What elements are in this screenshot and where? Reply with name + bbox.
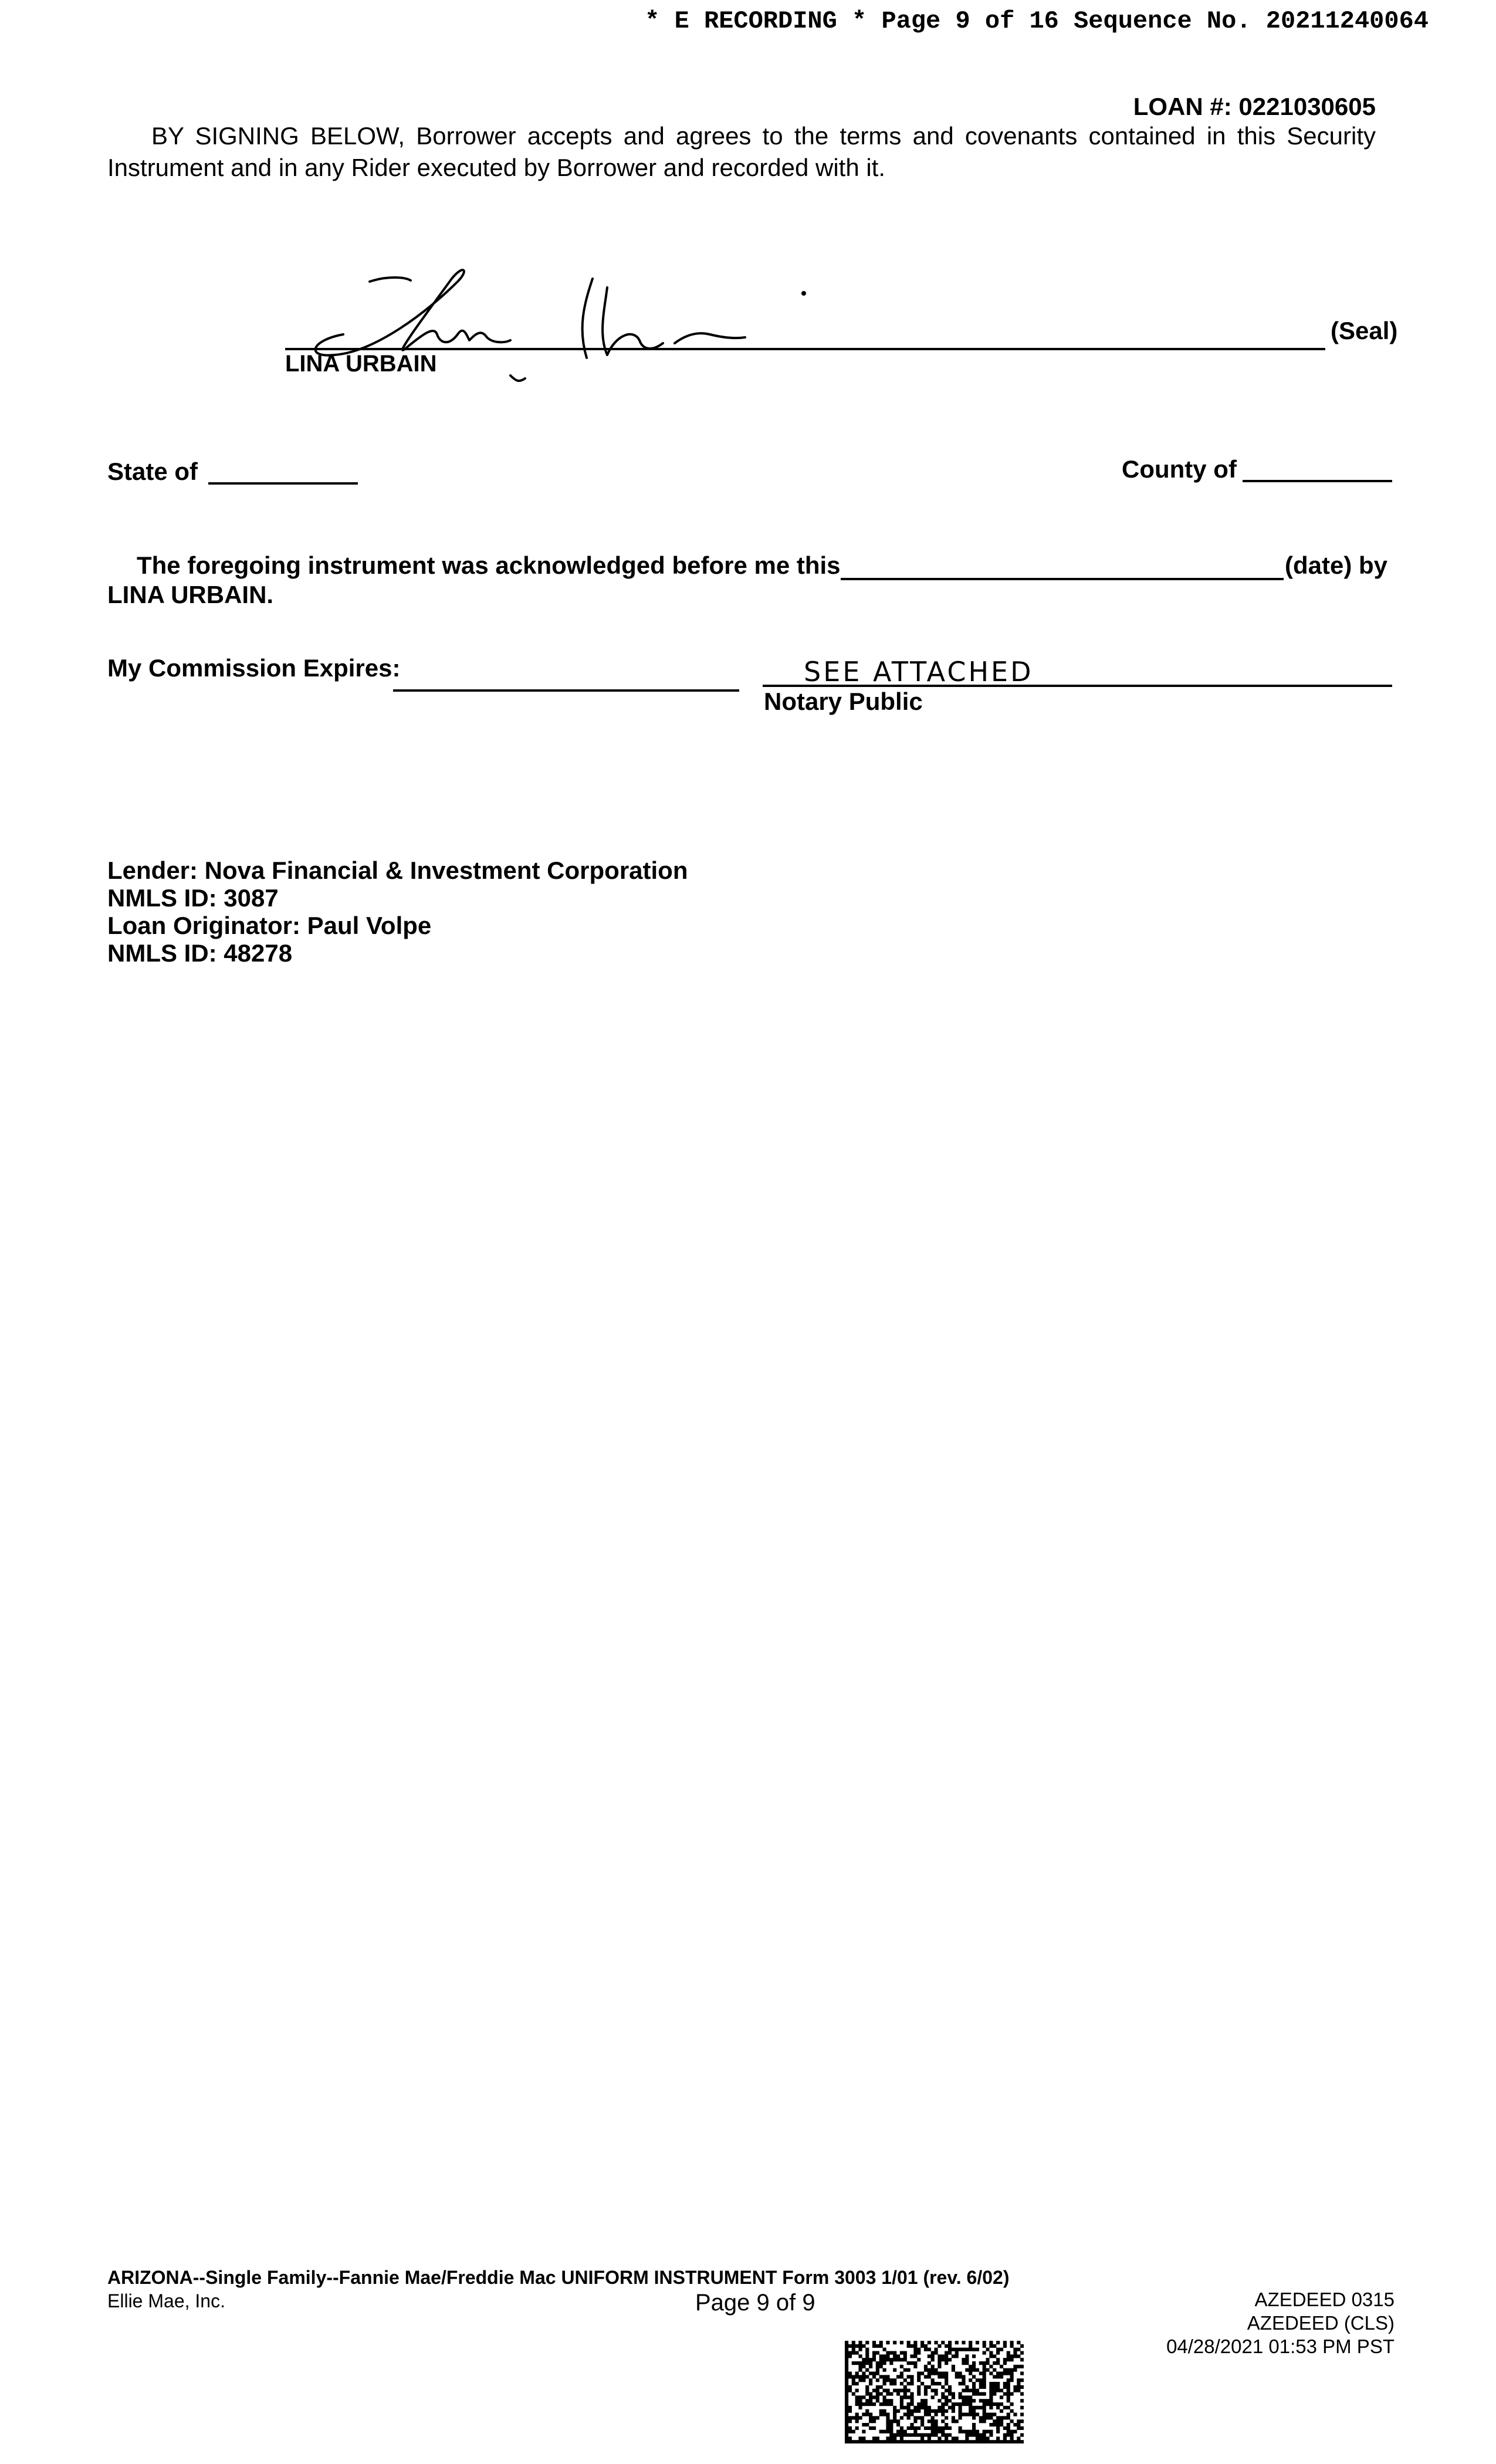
notary-handwritten-note: SEE ATTACHED bbox=[804, 656, 1034, 688]
datamatrix-barcode-icon bbox=[845, 2341, 1024, 2443]
originator-nmls: NMLS ID: 48278 bbox=[107, 939, 293, 967]
lender-block bbox=[107, 857, 688, 967]
form-code-2: AZEDEED (CLS) bbox=[1247, 2312, 1395, 2334]
signing-paragraph bbox=[107, 120, 1376, 184]
borrower-signature-line bbox=[285, 348, 1325, 350]
commission-expires-label: My Commission Expires: bbox=[107, 654, 401, 682]
commission-expires-line bbox=[393, 689, 739, 692]
lender-nmls: NMLS ID: 3087 bbox=[107, 884, 279, 912]
page-number: Page 9 of 9 bbox=[695, 2290, 815, 2316]
loan-originator: Loan Originator: Paul Volpe bbox=[107, 912, 432, 939]
borrower-name: LINA URBAIN bbox=[285, 351, 437, 377]
state-label: State of bbox=[107, 458, 198, 485]
notary-public-label: Notary Public bbox=[764, 688, 923, 715]
county-blank-line bbox=[1243, 480, 1392, 482]
footer-form-info bbox=[107, 2266, 1009, 2313]
footer-codes bbox=[1166, 2288, 1395, 2358]
acknowledgment-name: LINA URBAIN. bbox=[107, 581, 274, 608]
acknowledgment-date-label: (date) by bbox=[1285, 551, 1388, 579]
loan-number: LOAN #: 0221030605 bbox=[1133, 93, 1376, 120]
form-title: ARIZONA--Single Family--Fannie Mae/Freddie Mac UNIFORM INSTRUMENT Form 3003 1/01 (rev. 6/02) bbox=[107, 2267, 1010, 2288]
recording-header: * E RECORDING * Page 9 of 16 Sequence No. 20211240064 bbox=[645, 7, 1429, 35]
acknowledgment-date-line bbox=[841, 578, 1284, 580]
notary-signature-line bbox=[763, 685, 1392, 687]
state-blank-line bbox=[208, 482, 358, 485]
acknowledgment-text: The foregoing instrument was acknowledged before me this bbox=[137, 551, 841, 579]
form-code-1: AZEDEED 0315 bbox=[1254, 2289, 1395, 2310]
vendor-name: Ellie Mae, Inc. bbox=[107, 2290, 225, 2311]
seal-label: (Seal) bbox=[1331, 317, 1398, 344]
county-label: County of bbox=[1122, 455, 1237, 483]
signing-paragraph-text: BY SIGNING BELOW, Borrower accepts and agrees to the terms and covenants contained in this Security Instrument and in any Rider executed by Borrower and recorded with it. bbox=[107, 122, 1376, 181]
lender-name: Lender: Nova Financial & Investment Corporation bbox=[107, 857, 688, 884]
print-timestamp: 04/28/2021 01:53 PM PST bbox=[1166, 2336, 1395, 2357]
